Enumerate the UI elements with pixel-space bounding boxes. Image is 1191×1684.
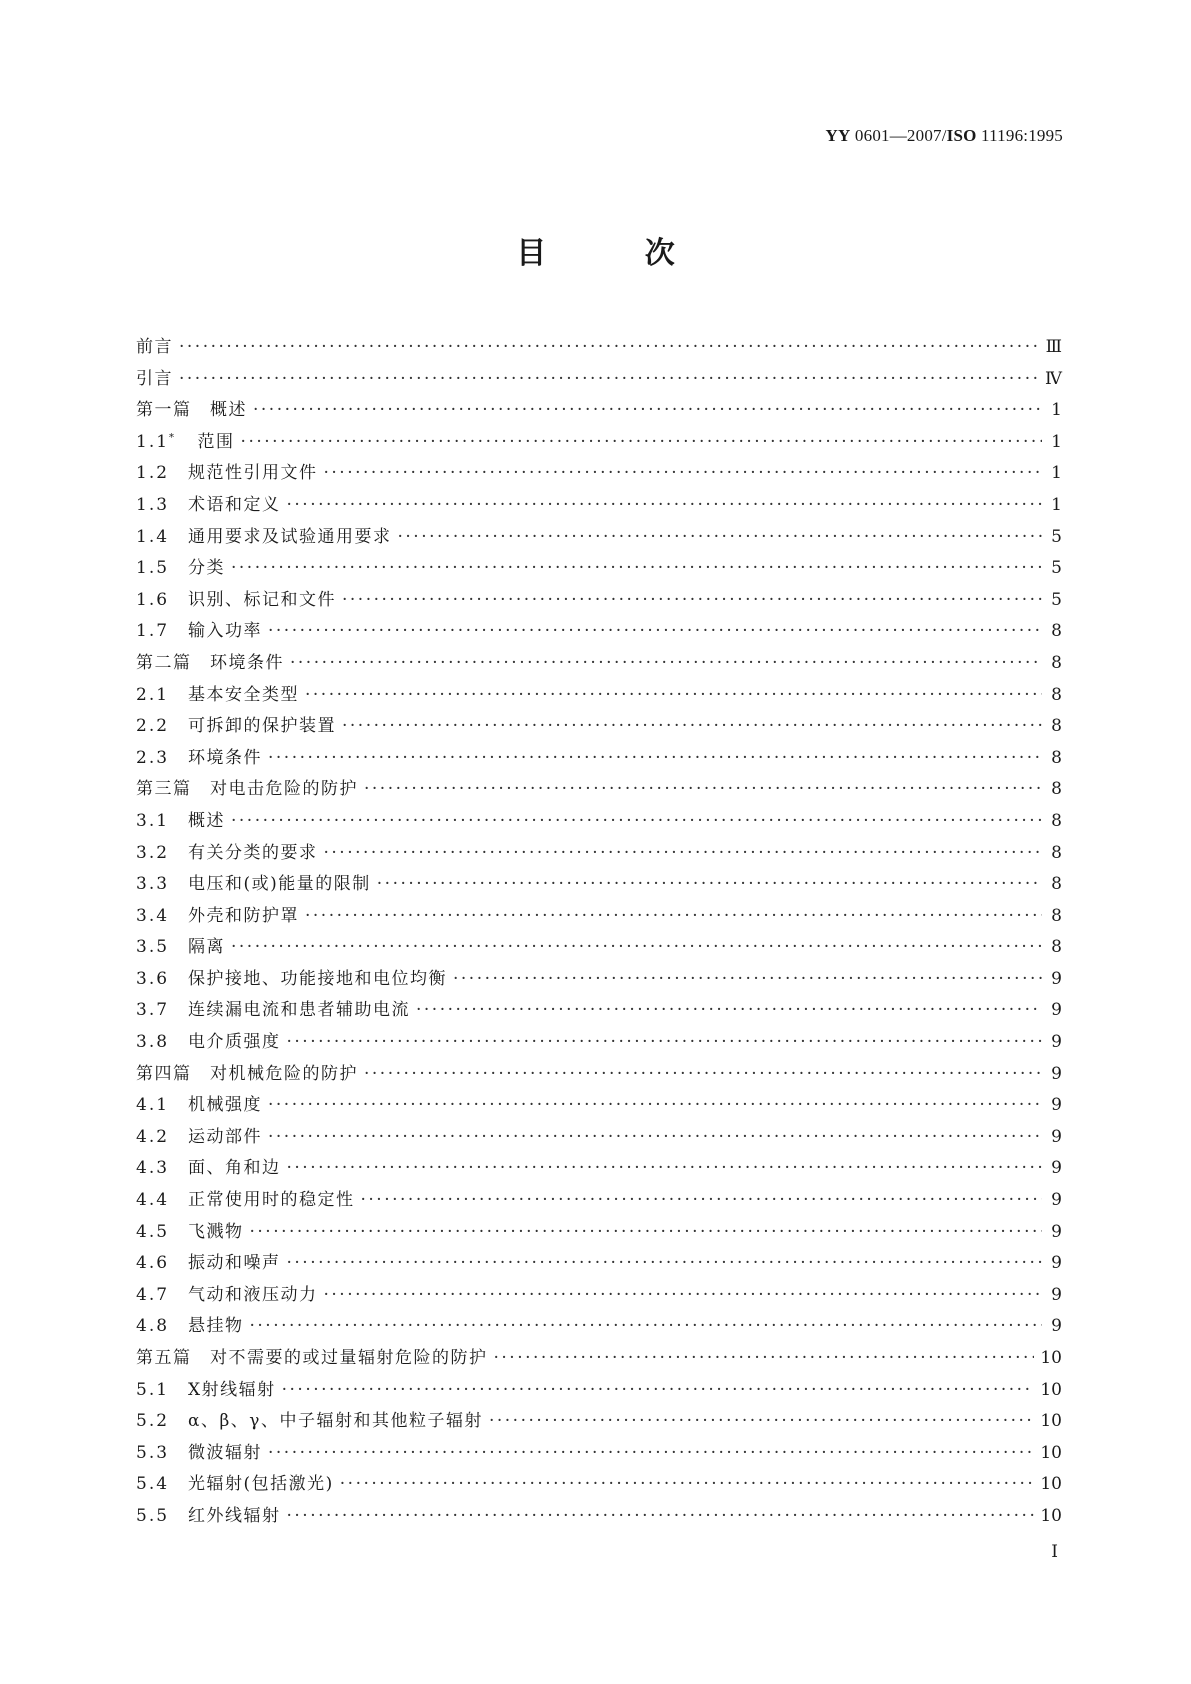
toc-entry-label [136, 648, 284, 680]
toc-entry-page: 1 [1051, 431, 1062, 452]
toc-entry-label [136, 1469, 334, 1501]
toc-entry-number: 1.2 [136, 463, 170, 484]
page-title: 目 次 [516, 236, 719, 271]
toc-leader-dots [287, 1248, 1043, 1280]
toc-entry-number: 5.5 [136, 1505, 170, 1526]
toc-entry-page: 5 [1051, 589, 1062, 610]
toc-entry[interactable] [136, 743, 1062, 775]
toc-entry-number: 3.3 [136, 874, 170, 895]
toc-entry-page: 9 [1051, 1316, 1062, 1337]
toc-entry-number: 1.5 [136, 558, 170, 579]
toc-entry-title: 第四篇 对机械危险的防护 [136, 1063, 358, 1084]
toc-entry-page: 9 [1051, 1095, 1062, 1116]
toc-leader-dots [305, 901, 1042, 933]
toc-entry-label [136, 1248, 281, 1280]
toc-entry[interactable] [136, 427, 1062, 459]
toc-entry-number: 5.2 [136, 1411, 170, 1432]
toc-entry-label [136, 1438, 262, 1470]
toc-entry-page: 9 [1051, 1190, 1062, 1211]
toc-entry-page: 9 [1051, 1158, 1062, 1179]
toc-entry-number: 5.3 [136, 1442, 170, 1463]
toc-entry-number: 5.4 [136, 1474, 170, 1495]
toc-entry-title: 气动和液压动力 [188, 1284, 318, 1305]
toc-entry-page: 8 [1051, 684, 1062, 705]
toc-entry-label [136, 1406, 483, 1438]
toc-entry-number: 4.3 [136, 1158, 170, 1179]
toc-entry-label [136, 1501, 281, 1533]
toc-entry-number: 1.3 [136, 494, 170, 515]
toc-entry[interactable] [136, 680, 1062, 712]
toc-leader-dots [398, 522, 1043, 554]
toc-entry-label [136, 869, 371, 901]
toc-entry[interactable] [136, 1027, 1062, 1059]
toc-entry[interactable] [136, 1090, 1062, 1122]
toc-entry-label [136, 395, 247, 427]
toc-entry-number: 4.4 [136, 1190, 170, 1211]
toc-entry[interactable] [136, 522, 1062, 554]
toc-entry[interactable] [136, 1406, 1062, 1438]
toc-entry[interactable] [136, 395, 1062, 427]
toc-entry-number: 5.1 [136, 1379, 170, 1400]
toc-leader-dots [489, 1406, 1034, 1438]
toc-entry-title: 连续漏电流和患者辅助电流 [188, 1000, 410, 1021]
toc-leader-dots [364, 774, 1042, 806]
toc-entry-title: 电介质强度 [188, 1032, 281, 1053]
toc-leader-dots [340, 1469, 1035, 1501]
toc-entry-label [136, 901, 299, 933]
toc-entry[interactable] [136, 1501, 1062, 1533]
toc-entry-title: 机械强度 [188, 1095, 262, 1116]
toc-entry-label [136, 616, 262, 648]
toc-leader-dots [364, 1059, 1042, 1091]
toc-entry[interactable] [136, 932, 1062, 964]
toc-entry-label [136, 1122, 262, 1154]
toc-leader-dots [231, 806, 1042, 838]
toc-leader-dots [342, 711, 1042, 743]
toc-entry-page: 9 [1051, 1253, 1062, 1274]
toc-entry-page: 9 [1051, 968, 1062, 989]
toc-entry-title: 微波辐射 [188, 1442, 262, 1463]
toc-leader-dots [179, 364, 1039, 396]
toc-entry-title: 引言 [136, 368, 173, 389]
toc-entry-title: 振动和噪声 [188, 1253, 281, 1274]
toc-entry-number: 4.5 [136, 1221, 170, 1242]
toc-leader-dots [290, 648, 1042, 680]
toc-entry-page: 8 [1051, 937, 1062, 958]
page-number: Ⅰ [1051, 1542, 1058, 1562]
toc-entry[interactable] [136, 901, 1062, 933]
toc-leader-dots [416, 995, 1042, 1027]
toc-entry-page: 10 [1040, 1505, 1062, 1526]
toc-entry-label [136, 458, 318, 490]
toc-entry-label [136, 838, 318, 870]
toc-entry-title: 运动部件 [188, 1126, 262, 1147]
toc-entry-title: 第一篇 概述 [136, 400, 247, 421]
toc-entry-label [136, 711, 336, 743]
toc-entry[interactable] [136, 553, 1062, 585]
toc-entry-page: 1 [1051, 400, 1062, 421]
toc-entry-title: 保护接地、功能接地和电位均衡 [188, 968, 447, 989]
toc-leader-dots [268, 1438, 1034, 1470]
toc-entry-title: 光辐射(包括激光) [188, 1474, 334, 1495]
toc-entry-label [136, 1153, 281, 1185]
toc-leader-dots [453, 964, 1042, 996]
toc-entry-title: 隔离 [188, 937, 225, 958]
toc-entry[interactable] [136, 838, 1062, 870]
toc-entry-title: α、β、γ、中子辐射和其他粒子辐射 [188, 1411, 483, 1432]
toc-leader-dots [494, 1343, 1035, 1375]
toc-entry[interactable] [136, 1280, 1062, 1312]
toc-entry-label [136, 743, 262, 775]
toc-entry-page: 10 [1040, 1411, 1062, 1432]
toc-entry-title: 红外线辐射 [188, 1505, 281, 1526]
toc-entry[interactable] [136, 711, 1062, 743]
toc-entry-page: 8 [1051, 621, 1062, 642]
toc-entry-title: 基本安全类型 [188, 684, 299, 705]
toc-leader-dots [287, 490, 1043, 522]
toc-entry[interactable] [136, 869, 1062, 901]
toc-entry-page: 9 [1051, 1000, 1062, 1021]
toc-entry-page: 8 [1051, 810, 1062, 831]
toc-entry-page: 8 [1051, 779, 1062, 800]
toc-entry[interactable] [136, 964, 1062, 996]
toc-entry[interactable] [136, 585, 1062, 617]
toc-entry[interactable] [136, 806, 1062, 838]
toc-entry-page: 5 [1051, 558, 1062, 579]
toc-entry-title: 电压和(或)能量的限制 [188, 874, 371, 895]
toc-entry-page: 8 [1051, 874, 1062, 895]
toc-leader-dots [253, 395, 1042, 427]
toc-entry-number: 3.7 [136, 1000, 170, 1021]
toc-entry[interactable] [136, 364, 1062, 396]
toc-entry-label [136, 1311, 244, 1343]
toc-entry-number: 3.4 [136, 905, 170, 926]
toc-entry-number: 3.6 [136, 968, 170, 989]
toc-entry-label [136, 932, 225, 964]
toc-leader-dots [231, 932, 1042, 964]
toc-entry-page: 1 [1051, 463, 1062, 484]
toc-entry-title: 外壳和防护罩 [188, 905, 299, 926]
toc-entry-label [136, 1059, 358, 1091]
toc-entry-title: 通用要求及试验通用要求 [188, 526, 392, 547]
toc-leader-dots [361, 1185, 1043, 1217]
toc-entry-label [136, 427, 235, 459]
toc-entry-number: 4.8 [136, 1316, 170, 1337]
toc-leader-dots [268, 616, 1042, 648]
toc-entry-number: 2.1 [136, 684, 170, 705]
toc-entry-number: 4.2 [136, 1126, 170, 1147]
toc-leader-dots [305, 680, 1042, 712]
table-of-contents [136, 332, 1062, 1533]
toc-entry[interactable] [136, 1185, 1062, 1217]
toc-entry-number: 3.8 [136, 1032, 170, 1053]
standard-code-suffix: 11196:1995 [976, 126, 1063, 145]
toc-entry-title: 悬挂物 [188, 1316, 244, 1337]
toc-entry-title: 输入功率 [188, 621, 262, 642]
toc-leader-dots [324, 1280, 1043, 1312]
toc-entry-page: 8 [1051, 652, 1062, 673]
toc-entry-label [136, 1027, 281, 1059]
toc-entry-label [136, 806, 225, 838]
toc-entry-number: 3.2 [136, 842, 170, 863]
toc-entry-title: 可拆卸的保护装置 [188, 716, 336, 737]
toc-entry-footnote-mark: * [169, 432, 176, 444]
toc-entry-title: X射线辐射 [188, 1379, 276, 1400]
standard-code [826, 126, 1063, 146]
toc-entry-label [136, 1280, 318, 1312]
toc-entry-title: 面、角和边 [188, 1158, 281, 1179]
toc-entry-label [136, 774, 358, 806]
toc-entry-title: 环境条件 [188, 747, 262, 768]
toc-entry-title: 有关分类的要求 [188, 842, 318, 863]
toc-entry-page: 10 [1040, 1348, 1062, 1368]
toc-entry[interactable] [136, 1438, 1062, 1470]
toc-entry-number: 2.2 [136, 716, 170, 737]
toc-leader-dots [250, 1311, 1043, 1343]
toc-entry-label [136, 1343, 488, 1375]
toc-entry-label [136, 1375, 276, 1407]
toc-leader-dots [231, 553, 1042, 585]
toc-entry-title: 正常使用时的稳定性 [188, 1190, 355, 1211]
toc-entry[interactable] [136, 1311, 1062, 1343]
toc-entry[interactable] [136, 332, 1062, 364]
toc-entry-title: 飞溅物 [188, 1221, 244, 1242]
toc-entry-page: 5 [1051, 526, 1062, 547]
toc-entry-number: 3.1 [136, 810, 170, 831]
toc-entry-page: 8 [1051, 716, 1062, 737]
standard-code-prefix: YY [825, 126, 851, 145]
toc-entry-title: 术语和定义 [188, 494, 281, 515]
toc-entry-title: 概述 [188, 810, 225, 831]
toc-entry[interactable] [136, 1343, 1062, 1375]
toc-entry-label [136, 490, 281, 522]
toc-leader-dots [342, 585, 1042, 617]
toc-entry[interactable] [136, 1248, 1062, 1280]
toc-leader-dots [287, 1153, 1043, 1185]
toc-entry-title: 前言 [136, 337, 173, 357]
toc-entry[interactable] [136, 1153, 1062, 1185]
toc-entry-label [136, 964, 447, 996]
toc-entry-label [136, 1217, 244, 1249]
toc-entry-title: 第三篇 对电击危险的防护 [136, 779, 358, 800]
toc-entry-label [136, 1090, 262, 1122]
toc-entry-page: 10 [1040, 1474, 1062, 1495]
toc-entry-page: 10 [1040, 1379, 1062, 1400]
toc-entry-page: 10 [1040, 1442, 1062, 1463]
toc-entry-page: 9 [1051, 1284, 1062, 1305]
toc-entry-page: 9 [1051, 1032, 1062, 1053]
toc-entry-page: 8 [1051, 747, 1062, 768]
toc-entry-page: 8 [1051, 842, 1062, 863]
toc-leader-dots [324, 458, 1043, 490]
toc-entry-label [136, 332, 173, 364]
toc-entry-number: 4.1 [136, 1095, 170, 1116]
toc-leader-dots [268, 1090, 1042, 1122]
toc-entry[interactable] [136, 995, 1062, 1027]
toc-entry[interactable] [136, 458, 1062, 490]
toc-entry-label [136, 522, 392, 554]
toc-entry-label [136, 1185, 355, 1217]
toc-entry-number: 1.1 [136, 431, 170, 452]
toc-entry-label [136, 585, 336, 617]
toc-leader-dots [287, 1027, 1043, 1059]
toc-entry[interactable] [136, 1122, 1062, 1154]
toc-entry-label [136, 995, 410, 1027]
toc-entry-title: 范围 [197, 431, 235, 452]
toc-leader-dots [179, 332, 1040, 364]
toc-leader-dots [268, 743, 1042, 775]
toc-entry-title: 分类 [188, 558, 225, 579]
toc-entry-label [136, 680, 299, 712]
toc-leader-dots [241, 427, 1042, 459]
toc-entry-page: 1 [1051, 494, 1062, 515]
toc-entry[interactable] [136, 1059, 1062, 1091]
toc-entry-number: 1.6 [136, 589, 170, 610]
toc-leader-dots [282, 1375, 1035, 1407]
toc-entry[interactable] [136, 616, 1062, 648]
toc-leader-dots [287, 1501, 1035, 1533]
toc-entry-label [136, 364, 173, 396]
toc-entry-number: 1.4 [136, 526, 170, 547]
toc-entry-page: 9 [1051, 1221, 1062, 1242]
toc-entry-title: 识别、标记和文件 [188, 589, 336, 610]
toc-entry-label [136, 553, 225, 585]
toc-leader-dots [268, 1122, 1042, 1154]
toc-entry-page: 8 [1051, 905, 1062, 926]
toc-entry-title: 第二篇 环境条件 [136, 652, 284, 673]
standard-code-main: 0601—2007/ [850, 126, 947, 145]
toc-entry[interactable] [136, 1469, 1062, 1501]
toc-entry-page: Ⅲ [1045, 337, 1062, 357]
toc-entry-number: 1.7 [136, 621, 170, 642]
toc-entry[interactable] [136, 648, 1062, 680]
toc-entry-number: 4.6 [136, 1253, 170, 1274]
toc-entry[interactable] [136, 490, 1062, 522]
toc-entry-title: 第五篇 对不需要的或过量辐射危险的防护 [136, 1348, 488, 1368]
toc-entry-page: 9 [1051, 1126, 1062, 1147]
toc-entry-title: 规范性引用文件 [188, 463, 318, 484]
toc-entry-number: 4.7 [136, 1284, 170, 1305]
toc-entry[interactable] [136, 774, 1062, 806]
toc-leader-dots [250, 1217, 1043, 1249]
toc-entry[interactable] [136, 1375, 1062, 1407]
toc-entry-number: 2.3 [136, 747, 170, 768]
toc-entry-page: Ⅳ [1045, 368, 1062, 389]
toc-leader-dots [377, 869, 1042, 901]
toc-entry[interactable] [136, 1217, 1062, 1249]
standard-code-iso: ISO [946, 126, 977, 145]
toc-entry-number: 3.5 [136, 937, 170, 958]
toc-leader-dots [324, 838, 1043, 870]
toc-entry-page: 9 [1051, 1063, 1062, 1084]
